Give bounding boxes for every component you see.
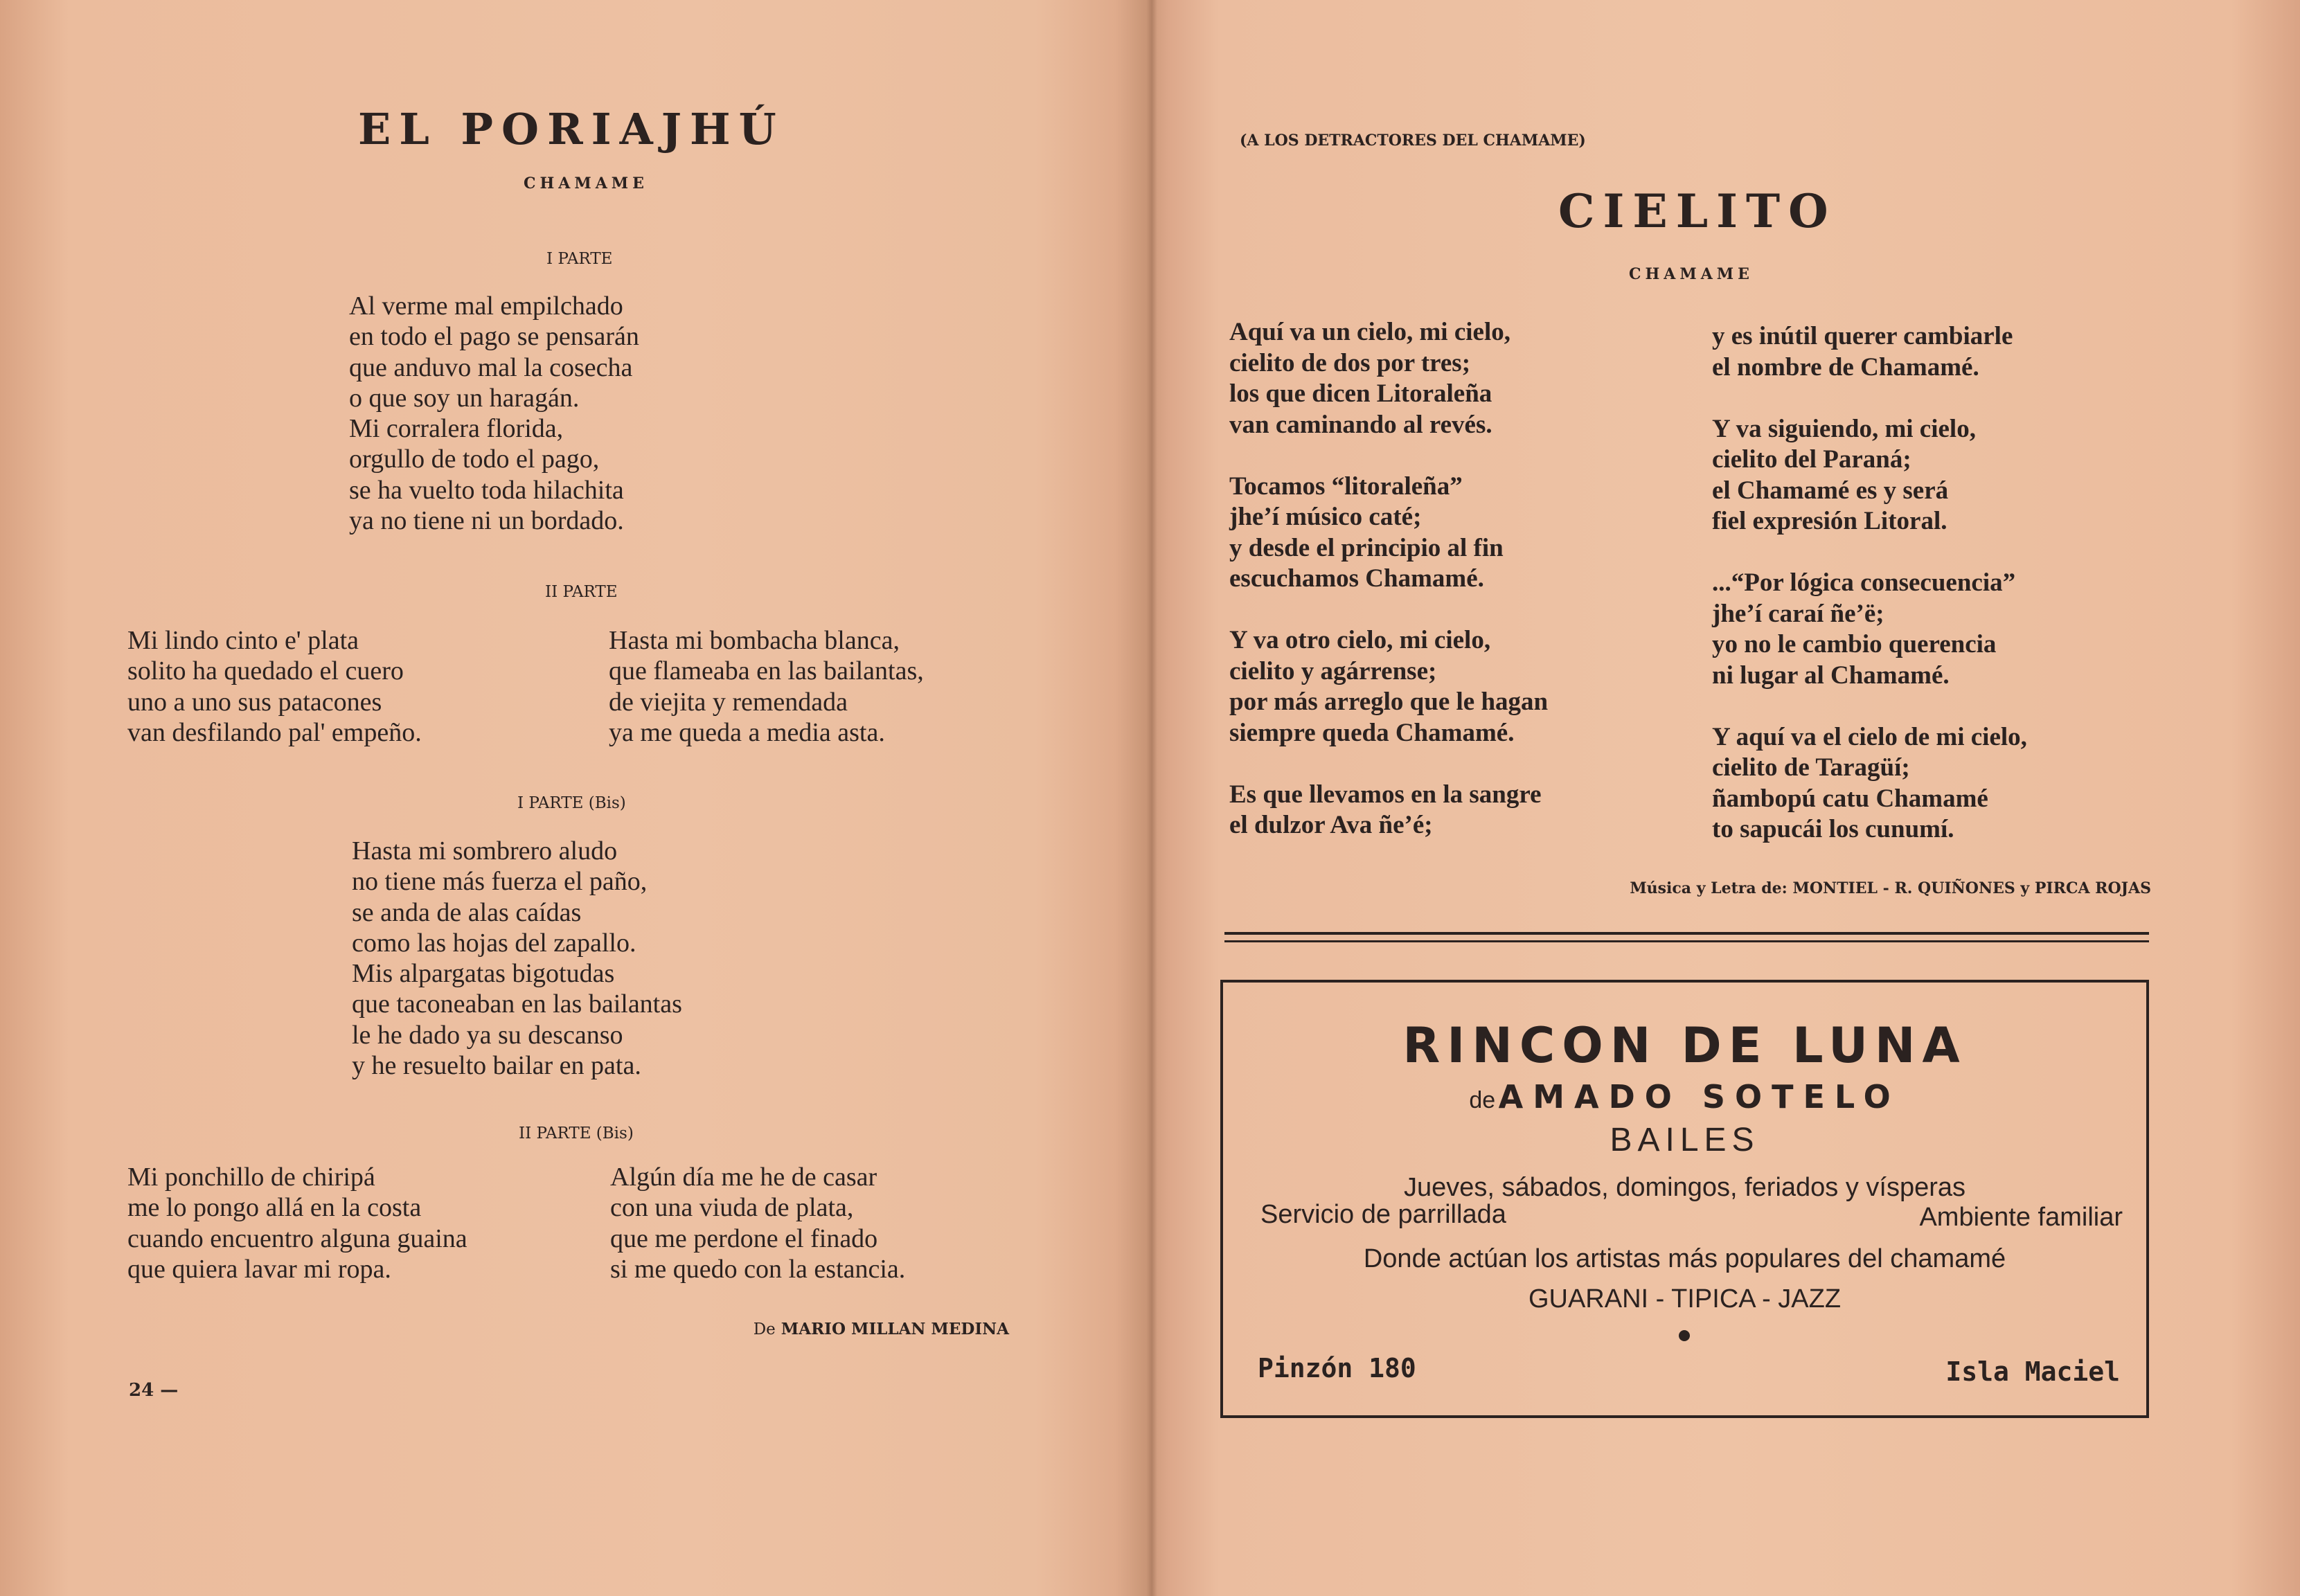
lyric-line: Algún día me he de casar <box>610 1163 877 1192</box>
ad-ambience: Ambiente familiar <box>1919 1203 2123 1232</box>
ad-owner-name: AMADO SOTELO <box>1498 1078 1900 1115</box>
lyric-line: o que soy un haragán. <box>349 383 580 413</box>
lyric-line: y es inútil querer cambiarle <box>1712 322 2013 350</box>
section-heading: II PARTE (Bis) <box>519 1124 634 1142</box>
lyric-line: y desde el principio al fin <box>1229 533 1504 562</box>
ad-tagline: Donde actúan los artistas más populares del chamamé <box>1363 1244 2006 1273</box>
lyric-line: ya no tiene ni un bordado. <box>349 506 624 536</box>
stanza <box>609 625 924 748</box>
stanza <box>352 836 682 1081</box>
author-name: MARIO MILLAN MEDINA <box>781 1320 1009 1338</box>
lyric-line: se ha vuelto toda hilachita <box>349 475 624 505</box>
lyric-line: Y va otro cielo, mi cielo, <box>1229 626 1491 654</box>
lyric-line: jhe’í caraí ñe’ë; <box>1712 599 1884 628</box>
divider-line <box>1224 940 2149 942</box>
lyric-line: el nombre de Chamamé. <box>1712 352 1979 382</box>
lyric-line: Aquí va un cielo, mi cielo, <box>1229 318 1510 346</box>
stanza <box>349 291 639 536</box>
ad-address: Pinzón 180 <box>1258 1353 1416 1383</box>
ad-venue-name: RINCON DE LUNA <box>1402 1017 1967 1074</box>
lyric-line: con una viuda de plata, <box>610 1193 854 1223</box>
lyric-line: van desfilando pal' empeño. <box>127 717 422 747</box>
lyrics-column-right <box>1712 321 2027 845</box>
lyric-line: Hasta mi sombrero aludo <box>352 836 618 866</box>
ad-genres: GUARANI - TIPICA - JAZZ <box>1528 1284 1842 1313</box>
lyric-line: el dulzor Ava ñe’é; <box>1229 811 1433 839</box>
lyric-line: uno a uno sus patacones <box>127 687 382 717</box>
lyric-line: que anduvo mal la cosecha <box>349 352 633 382</box>
stanza-break <box>1712 691 2027 722</box>
lyric-line: jhe’í músico caté; <box>1229 503 1422 531</box>
ad-days: Jueves, sábados, domingos, feriados y vísperas <box>1403 1173 1966 1202</box>
lyric-line: cielito del Paraná; <box>1712 445 1911 474</box>
section-heading: I PARTE (Bis) <box>517 794 626 812</box>
dedication: (A LOS DETRACTORES DEL CHAMAME) <box>1240 132 1586 150</box>
lyric-line: ñambopú catu Chamamé <box>1712 784 1988 813</box>
lyric-line: que quiera lavar mi ropa. <box>127 1254 391 1284</box>
credit-prefix: De <box>753 1320 776 1338</box>
lyric-line: como las hojas del zapallo. <box>352 928 636 958</box>
ad-service: Servicio de parrillada <box>1260 1200 1506 1229</box>
stanza-break <box>1229 440 1548 472</box>
lyric-line: Es que llevamos en la sangre <box>1229 780 1542 809</box>
lyric-line: que me perdone el finado <box>610 1223 878 1253</box>
lyric-line: si me quedo con la estancia. <box>610 1254 906 1284</box>
bullet-dot-icon <box>1679 1330 1690 1341</box>
lyric-line: van caminando al revés. <box>1229 410 1492 439</box>
music-credit <box>1630 879 2151 897</box>
lyric-line: Al verme mal empilchado <box>349 292 623 321</box>
ad-subtitle: BAILES <box>1610 1122 1760 1158</box>
lyric-line: por más arreglo que le hagan <box>1229 688 1549 716</box>
lyric-line: que taconeaban en las bailantas <box>352 989 682 1019</box>
lyric-line: Y va siguiendo, mi cielo, <box>1712 414 1976 443</box>
lyric-line: fiel expresión Litoral. <box>1712 507 1947 535</box>
lyric-line: cielito y agárrense; <box>1229 656 1437 685</box>
advertisement-box <box>1220 980 2149 1418</box>
lyric-line: yo no le cambio querencia <box>1712 630 1997 658</box>
lyric-line: Mi corralera florida, <box>349 414 564 444</box>
stanza-break <box>1712 383 2027 414</box>
section-heading: II PARTE <box>545 583 618 601</box>
lyric-line: to sapucái los cunumí. <box>1712 815 1954 843</box>
lyric-line: Mi lindo cinto e' plata <box>127 626 359 655</box>
lyric-line: Mi ponchillo de chiripá <box>127 1163 375 1192</box>
lyric-line: que flameaba en las bailantas, <box>609 656 924 686</box>
book-gutter <box>1146 0 1157 1596</box>
lyric-line: no tiene más fuerza el paño, <box>352 867 648 897</box>
lyrics-column-left <box>1229 317 1548 841</box>
song-title: CIELITO <box>1558 184 1837 238</box>
lyric-line: ya me queda a media asta. <box>609 717 885 747</box>
lyric-line: le he dado ya su descanso <box>352 1020 623 1050</box>
credit-prefix: Música y Letra de: <box>1630 879 1788 897</box>
stanza-break <box>1712 537 2027 568</box>
lyric-line: cielito de dos por tres; <box>1229 348 1471 377</box>
page-number: 24 — <box>129 1380 179 1401</box>
song-genre: CHAMAME <box>1629 265 1754 283</box>
stanza <box>127 1162 467 1284</box>
lyric-line: el Chamamé es y será <box>1712 476 1949 505</box>
song-title: EL PORIAJHÚ <box>358 104 785 154</box>
lyric-line: en todo el pago se pensarán <box>349 322 639 352</box>
lyric-line: los que dicen Litoraleña <box>1229 379 1492 408</box>
lyric-line: Hasta mi bombacha blanca, <box>609 626 900 655</box>
song-genre: CHAMAME <box>524 174 648 192</box>
section-heading: I PARTE <box>546 250 613 268</box>
lyric-line: Tocamos “litoraleña” <box>1229 472 1463 501</box>
lyric-line: Y aquí va el cielo de mi cielo, <box>1712 722 2027 751</box>
lyric-line: Mis alpargatas bigotudas <box>352 959 615 989</box>
author-credit <box>754 1320 1009 1338</box>
credit-names: MONTIEL - R. QUIÑONES y PIRCA ROJAS <box>1792 879 2151 897</box>
ad-owner <box>1223 1078 2146 1115</box>
lyric-line: ni lugar al Chamamé. <box>1712 661 1950 690</box>
lyric-line: me lo pongo allá en la costa <box>127 1193 422 1223</box>
ad-location: Isla Maciel <box>1945 1356 2120 1387</box>
lyric-line: de viejita y remendada <box>609 687 848 717</box>
lyric-line: cielito de Taragüí; <box>1712 753 1910 782</box>
lyric-line: cuando encuentro alguna guaina <box>127 1223 467 1253</box>
lyric-line: se anda de alas caídas <box>352 897 582 927</box>
stanza-break <box>1229 595 1548 626</box>
lyric-line: y he resuelto bailar en pata. <box>352 1051 641 1081</box>
ad-owner-prefix: de <box>1469 1087 1496 1113</box>
lyric-line: ...“Por lógica consecuencia” <box>1712 568 2016 597</box>
divider-line <box>1224 932 2149 935</box>
stanza <box>610 1162 905 1284</box>
lyric-line: solito ha quedado el cuero <box>127 656 404 686</box>
lyric-line: escuchamos Chamamé. <box>1229 564 1484 593</box>
lyric-line: orgullo de todo el pago, <box>349 445 600 474</box>
lyric-line: siempre queda Chamamé. <box>1229 718 1515 747</box>
stanza-break <box>1229 748 1548 780</box>
stanza <box>127 625 422 748</box>
